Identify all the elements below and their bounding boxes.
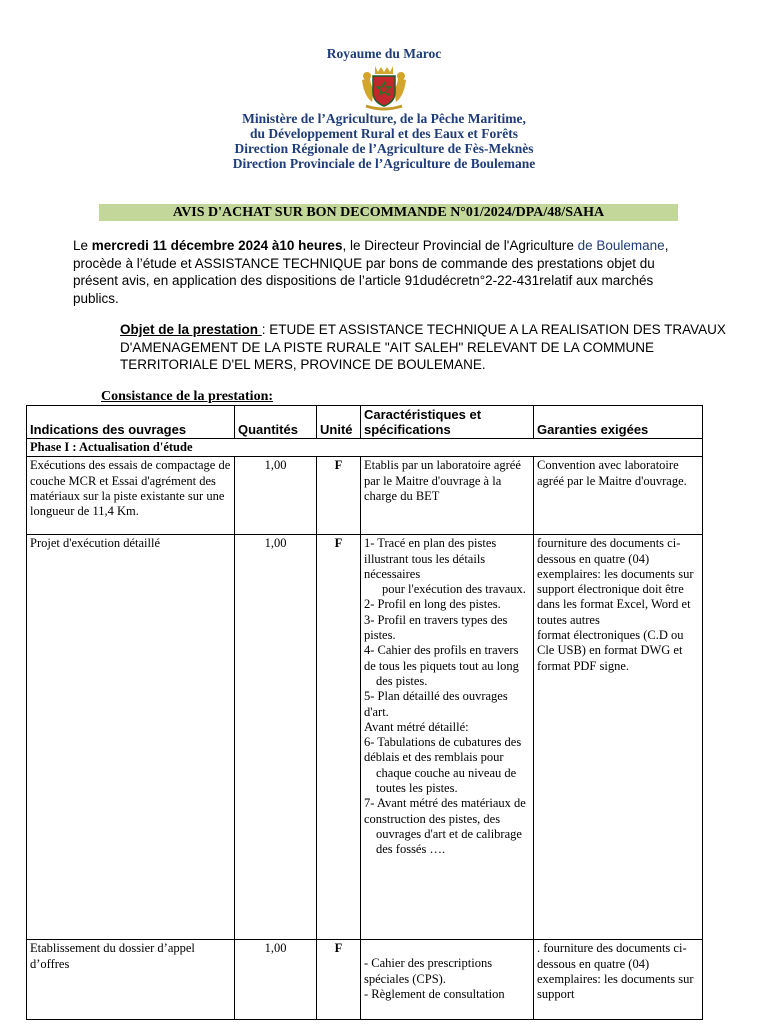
garantie-line: format électroniques (C.D ou Cle USB) en format DWG et format PDF signe.	[537, 628, 684, 673]
table-header-row	[27, 406, 703, 439]
spec-line: des pistes.	[376, 673, 428, 688]
cell-garanties	[534, 535, 703, 940]
cell-garanties	[534, 457, 703, 535]
cell-quantite: 1,00	[235, 457, 317, 535]
cell-quantite: 1,00	[235, 535, 317, 940]
phase-label: Phase I : Actualisation d'étude	[27, 439, 703, 457]
notice-title: AVIS D'ACHAT SUR BON DECOMMANDE N°01/2024/DPA/48/SAHA	[99, 204, 678, 221]
spec-line: - Règlement de consultation	[364, 986, 505, 1001]
objet-label: Objet de la prestation	[120, 322, 262, 337]
spec-line: 6- Tabulations de cubatures des déblais et des remblais pour	[364, 735, 522, 765]
garantie-line: Convention avec laboratoire agréé par le Maitre d'ouvrage.	[537, 458, 687, 488]
intro-text-3: , procède à l’étude et ASSISTANCE TECHNIQUE par bons de commande des prestations objet du présent avis, en application des dispositions de l’article 91dudécretn°2-22-431relatif aux marchés publics.	[73, 238, 669, 306]
table-row	[27, 535, 703, 940]
cell-specs	[361, 457, 534, 535]
col-header-garanties: Garanties exigées	[534, 406, 703, 439]
cell-ouvrage: Etablissement du dossier d’appel d’offres	[27, 940, 235, 1020]
col-header-quantites: Quantités	[235, 406, 317, 439]
royal-emblem-icon	[358, 62, 410, 112]
intro-place: de Boulemane	[577, 238, 665, 253]
cell-ouvrage: Exécutions des essais de compactage de couche MCR et Essai d'agrément des matériaux sur la piste existante sur une longueur de 11,4 Km.	[27, 457, 235, 535]
table-row	[27, 457, 703, 535]
spec-line: 4- Cahier des profils en travers de tous les piquets tout au long	[364, 643, 519, 673]
col-header-specifications: Caractéristiques et spécifications	[361, 406, 534, 439]
cell-unite: F	[317, 457, 361, 535]
consistance-heading: Consistance de la prestation:	[101, 389, 274, 404]
garantie-line: . fourniture des documents ci-dessous en quatre (04) exemplaires: les documents sur support	[537, 941, 694, 1002]
col-header-ouvrages: Indications des ouvrages	[27, 406, 235, 439]
cell-garanties	[534, 940, 703, 1020]
cell-quantite: 1,00	[235, 940, 317, 1020]
col-header-unite: Unité	[317, 406, 361, 439]
spec-line: chaque couche au niveau de toutes les pistes.	[376, 765, 517, 796]
ministry-line-2: du Développement Rural et des Eaux et Forêts	[249, 126, 519, 141]
ministry-line-1: Ministère de l’Agriculture, de la Pêche Maritime,	[242, 111, 526, 126]
spec-line: Etablis par un laboratoire agréé par le Maitre d'ouvrage à la charge du BET	[364, 458, 521, 503]
spec-line: pour l'exécution des travaux.	[382, 582, 526, 597]
spec-line: 5- Plan détaillé des ouvrages d'art.	[364, 689, 508, 719]
cell-unite: F	[317, 940, 361, 1020]
intro-paragraph	[73, 237, 699, 307]
cell-specs	[361, 535, 534, 940]
objet-text: : ETUDE ET ASSISTANCE TECHNIQUE A LA REALISATION DES TRAVAUX D'AMENAGEMENT DE LA PISTE RURALE "AIT SALEH" RELEVANT DE LA COMMUNE TERRITORIALE D'EL MERS, PROVINCE DE BOULEMANE.	[120, 322, 726, 372]
table-row	[27, 940, 703, 1020]
spec-line: Avant métré détaillé:	[364, 719, 469, 734]
phase-row	[27, 439, 703, 457]
intro-date: mercredi 11 décembre 2024 à10 heures	[91, 238, 343, 253]
cell-unite: F	[317, 535, 361, 940]
spec-line: ouvrages d'art et de calibrage des fossés ….	[376, 826, 522, 857]
spec-line: 2- Profil en long des pistes.	[364, 597, 501, 612]
ministry-line-3: Direction Régionale de l’Agriculture de Fès-Meknès	[234, 141, 534, 156]
spec-line: - Cahier des prescriptions spéciales (CPS).	[364, 956, 493, 986]
cell-specs	[361, 940, 534, 1020]
cell-ouvrage: Projet d'exécution détaillé	[27, 535, 235, 940]
intro-text-2: , le Directeur Provincial de l'Agriculture	[342, 238, 578, 253]
spec-line: 7- Avant métré des matériaux de construction des pistes, des	[364, 796, 526, 826]
prestation-table	[26, 405, 703, 1020]
objet-paragraph	[120, 321, 732, 374]
garantie-line: fourniture des documents ci-dessous en quatre (04) exemplaires: les documents sur support électronique doit être dans les format Excel, Word et toutes autres	[537, 536, 694, 627]
intro-text-1: Le	[73, 238, 92, 253]
ministry-line-4: Direction Provinciale de l’Agriculture de Boulemane	[232, 156, 536, 171]
kingdom-title: Royaume du Maroc	[326, 46, 442, 61]
spec-line: 1- Tracé en plan des pistes illustrant tous les détails nécessaires	[364, 536, 497, 581]
spec-line: 3- Profil en travers types des pistes.	[364, 612, 508, 643]
